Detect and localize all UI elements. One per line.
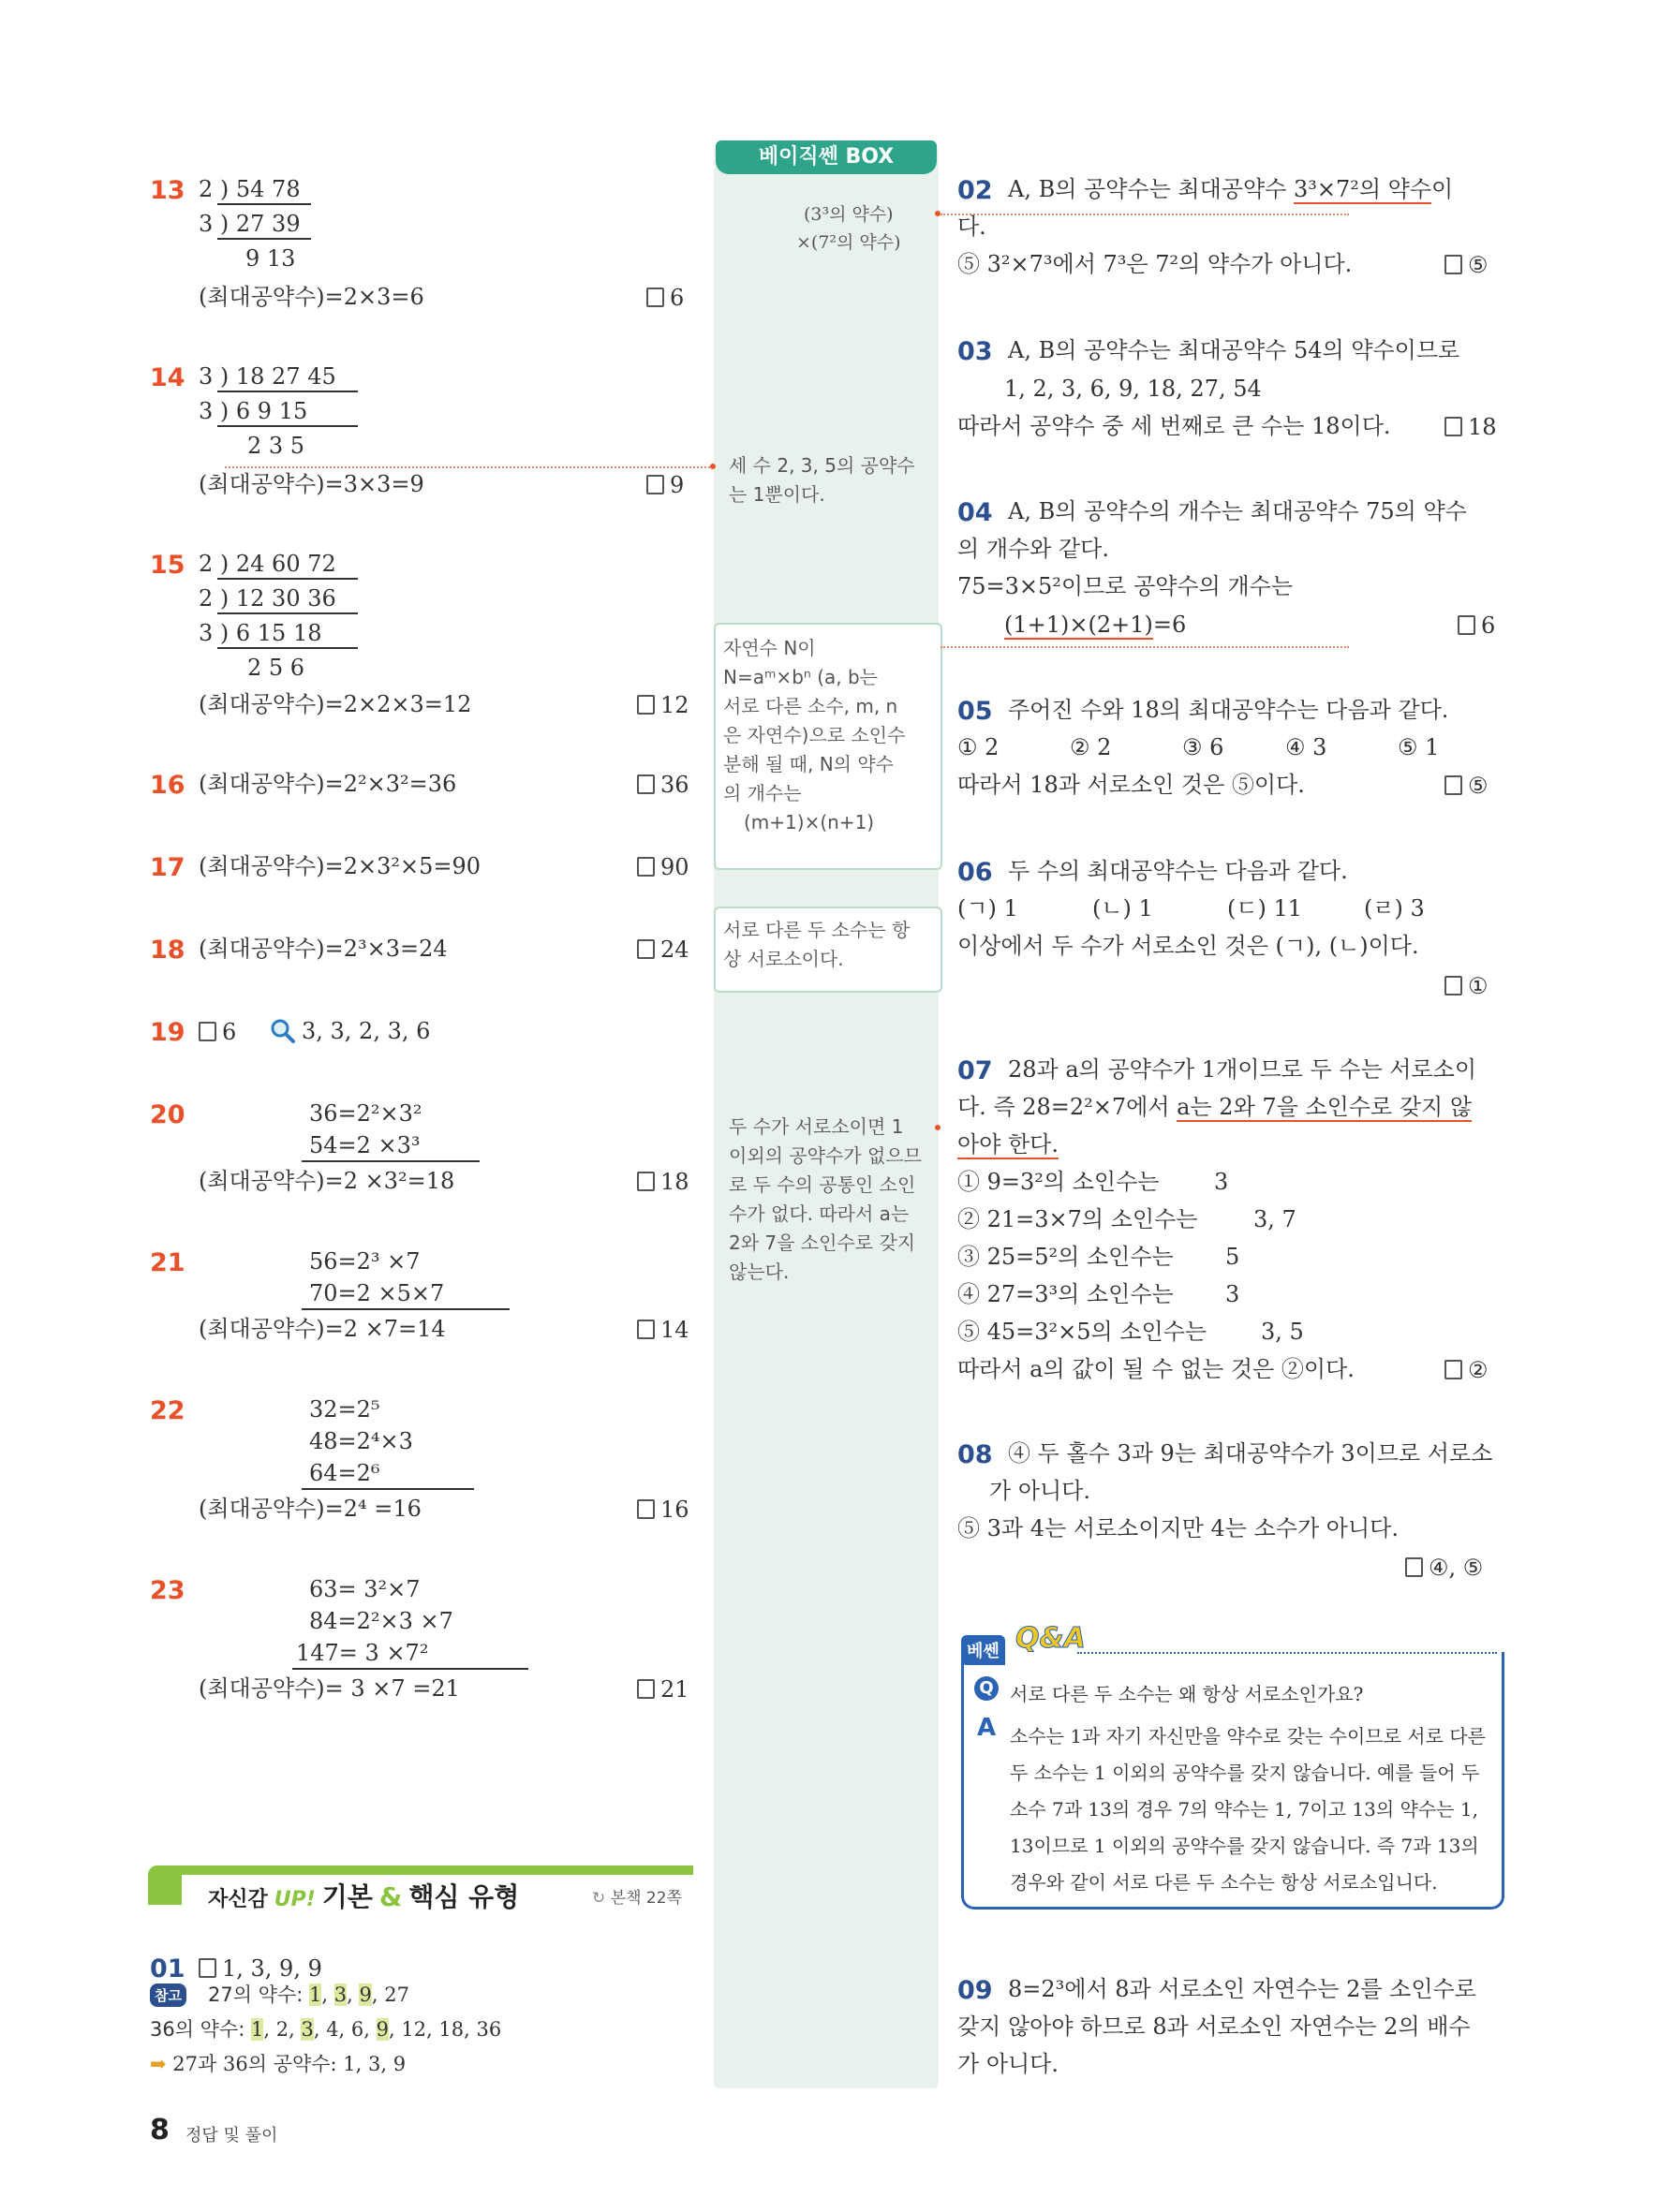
option: (ㄷ) 11 [1227,895,1303,922]
problem-number: 16 [150,771,185,800]
note-line: 의 개수는 [723,782,802,804]
answer: 9 [646,472,684,498]
factor-line [302,1160,480,1162]
division-line [217,391,358,392]
text-line: ⑤ 3²×7³에서 7³은 7²의 약수가 아니다. [957,251,1353,277]
factor-row: 70=2 ×5×7 [309,1280,445,1306]
text-line: 75=3×5²이므로 공약수의 개수는 [957,573,1294,599]
text-line [957,1096,1472,1118]
option: ① 2 [957,734,1000,760]
case-label: ① 9=3²의 소인수는 [957,1169,1160,1195]
section-prefix: 자신감 [208,1888,268,1911]
note-line: 로 두 수의 공통인 소인 [729,1173,916,1196]
factor-line [302,1308,510,1310]
underlined-text: a는 2와 7을 소인수로 갖지 않 [1177,1094,1473,1120]
problem-number: 04 [957,498,993,527]
factor-row: 64=2⁶ [309,1460,380,1486]
text-line: 이상에서 두 수가 서로소인 것은 (ㄱ), (ㄴ)이다. [957,933,1419,959]
text-line: 28과 a의 공약수가 1개이므로 두 수는 서로소이 [1008,1056,1477,1083]
text-line: A, B의 공약수의 개수는 최대공약수 75의 약수 [1008,498,1467,524]
divisors-27: 27의 약수: 1, 3, 9, 27 [208,1983,409,2006]
connector-dot [710,464,716,469]
case-value: 5 [1225,1244,1240,1270]
division-line [217,647,358,649]
text-line: 다. [957,214,986,240]
note-divisors [796,200,901,258]
answer-line: 소수 7과 13의 경우 7의 약수는 1, 7이고 13의 약수는 1, [1010,1798,1478,1821]
highlight-value: 1 [309,1983,322,2006]
divisors-end: 12, 18, 36 [401,2018,502,2041]
case-value: 3, 5 [1261,1319,1304,1345]
division-row: 2 3 5 [247,433,305,459]
division-row: 3 ) 27 39 [199,211,301,237]
divisors-label: 36의 약수: [150,2018,252,2041]
answer-line: 경우와 같이 서로 다른 두 소수는 항상 서로소입니다. [1010,1871,1438,1894]
underlined-text: (1+1)×(2+1) [1004,612,1153,638]
text-line: 의 개수와 같다. [957,536,1109,562]
division-row: 2 ) 54 78 [199,176,301,202]
division-row: 2 ) 12 30 36 [199,585,336,612]
text-line: A, B의 공약수는 최대공약수 54의 약수이므로 [1008,337,1460,363]
common-divisors [150,2055,406,2074]
division-line [217,612,358,614]
text-part: 다. 즉 28=2²×7에서 [957,1094,1178,1120]
result-line: (최대공약수)=2 ×3²=18 [199,1168,455,1194]
problem-number: 06 [957,858,993,887]
problem-number: 09 [957,1976,993,2005]
text-line: 8=2³에서 8과 서로소인 자연수는 2를 소인수로 [1008,1976,1476,2002]
problem-number: 01 [150,1954,185,1983]
divisors-tail: , 27 [371,1983,409,2006]
note-line: 상 서로소이다. [723,948,844,970]
option: ④ 3 [1285,734,1327,760]
note-line: 2와 7을 소인수로 갖지 [729,1231,916,1254]
text-line [957,1133,1059,1156]
option: ③ 6 [1182,734,1224,760]
note-line: N=aᵐ×bⁿ (a, b는 [723,666,879,688]
qa-tag: 베쎈 [961,1635,1005,1665]
answer: 1, 3, 9, 9 [199,1955,322,1982]
problem-number: 22 [150,1396,185,1425]
qa-title: Q&A [1015,1622,1086,1655]
answer: ① [1444,973,1489,999]
option: (ㄱ) 1 [957,895,1018,922]
question-text: 서로 다른 두 소수는 왜 항상 서로소인가요? [1010,1683,1364,1705]
answer: 18 [637,1169,689,1195]
result-line: (최대공약수)=2×3=6 [199,284,424,310]
section-title-2: 핵심 유형 [408,1881,520,1912]
case-value: 3 [1214,1169,1229,1195]
factor-row: 63= 3²×7 [309,1576,421,1602]
underlined-text: 3³×7²의 약수 [1293,176,1432,202]
text-line: 따라서 18과 서로소인 것은 ⑤이다. [957,772,1305,798]
note-divisor-count [714,623,942,870]
problem-number: 18 [150,936,185,965]
problem-number: 23 [150,1576,185,1605]
problem-number: 21 [150,1248,185,1277]
note-line: 않는다. [729,1261,790,1283]
text-part: =6 [1152,612,1187,638]
answer: 14 [637,1317,689,1343]
note-line: 두 수가 서로소이면 1 [729,1115,904,1138]
text-line: 가 아니다. [989,1478,1090,1504]
highlight-value: 1 [251,2018,264,2041]
division-row: 2 5 6 [247,655,305,681]
option: (ㄴ) 1 [1092,895,1153,922]
factor-row: 84=2²×3 ×7 [309,1608,453,1634]
answer: 24 [637,936,689,963]
problem-number: 02 [957,176,993,205]
problem-number: 14 [150,363,185,392]
section-ref [592,1884,682,1908]
note-line: (m+1)×(n+1) [744,811,875,833]
division-row: 3 ) 18 27 45 [199,363,336,390]
problem-number: 07 [957,1056,993,1085]
page-number: 8 [150,2114,170,2146]
result-line: (최대공약수)=2⁴ =16 [199,1496,422,1522]
question-icon: Q [974,1676,999,1701]
divisors-mid: 4, 6, [326,2018,377,2041]
note-line: 은 자연수)으로 소인수 [723,724,906,746]
basic-box-title-text: 베이직쎈 BOX [758,145,895,169]
section-ref-text: 본책 22쪽 [610,1889,682,1908]
page-footer-label: 정답 및 풀이 [185,2126,278,2146]
connector-line [225,466,710,468]
division-row: 3 ) 6 9 15 [199,398,308,424]
highlight-value: 9 [376,2018,389,2041]
note-line: 수가 없다. 따라서 a는 [729,1202,910,1225]
problem-number: 17 [150,853,185,882]
note-two-primes [714,907,942,993]
case-label: ④ 27=3³의 소인수는 [957,1281,1174,1307]
text-line: 주어진 수와 18의 최대공약수는 다음과 같다. [1008,697,1449,723]
result-line: (최대공약수)=2 ×7=14 [199,1316,446,1342]
case-label: ⑤ 45=3²×5의 소인수는 [957,1319,1207,1345]
problem-number: 15 [150,551,185,580]
problem-number: 08 [957,1440,993,1469]
result-line: (최대공약수)=2²×3²=36 [199,771,457,797]
answer: 12 [637,692,689,718]
answer: ② [1444,1357,1489,1383]
note-line: 분해 될 때, N의 약수 [723,753,894,775]
factor-row: 147= 3 ×7² [296,1640,429,1666]
answer: 6 [1458,612,1495,639]
basic-box-title [716,140,937,174]
text-line [1008,178,1453,200]
answer: ⑤ [1444,252,1489,278]
magnifier-icon [270,1018,296,1048]
case-value: 3 [1225,1281,1240,1307]
answer: 6 [646,285,684,311]
answer: 6 [199,1019,236,1045]
answer-line: 두 소수는 1 이외의 공약수를 갖지 않습니다. 예를 들어 두 [1010,1762,1480,1784]
option: ② 2 [1070,734,1112,760]
section-amp: & [378,1881,403,1912]
note-common-divisor [729,451,915,509]
option: ⑤ 1 [1398,734,1440,760]
section-header [208,1877,519,1914]
problem-number: 03 [957,337,993,366]
note-line: 자연수 N이 [723,637,816,659]
hint-values: 3, 3, 2, 3, 6 [302,1018,431,1044]
factor-row: 56=2³ ×7 [309,1248,421,1275]
highlight-value: 9 [359,1983,372,2006]
answer: 18 [1444,414,1497,440]
text-line: ⑤ 3과 4는 서로소이지만 4는 소수가 아니다. [957,1515,1399,1541]
result-line: (최대공약수)=2×2×3=12 [199,691,472,717]
section-header-bar [148,1865,693,1875]
text-part: 이 [1431,176,1454,202]
text-line [1004,613,1186,636]
factor-row: 48=2⁴×3 [309,1428,413,1454]
division-line [217,425,358,427]
highlight-value: 3 [333,1983,348,2006]
text-line: 따라서 a의 값이 될 수 없는 것은 ②이다. [957,1356,1355,1382]
answer: ④, ⑤ [1405,1555,1483,1581]
text-line: ④ 두 홀수 3과 9는 최대공약수가 3이므로 서로소 [1008,1440,1493,1467]
answer-icon: A [976,1714,997,1742]
division-row: 9 13 [245,245,296,272]
problem-number: 19 [150,1018,185,1047]
case-label: ② 21=3×7의 소인수는 [957,1206,1198,1232]
note-line: (3³의 약수) [803,204,894,225]
answer-line: 13이므로 1 이외의 공약수를 갖지 않습니다. 즉 7과 13의 [1010,1835,1479,1857]
text-line: 갖지 않아야 하므로 8과 서로소인 자연수는 2의 배수 [957,2013,1471,2040]
text-line: 따라서 공약수 중 세 번째로 큰 수는 18이다. [957,413,1391,439]
answer: ⑤ [1444,773,1489,799]
note-line: 는 1뿐이다. [729,483,825,506]
highlight-value: 3 [301,2018,314,2041]
divisors-36: 36의 약수: 1, 2, 3, 4, 6, 9, 12, 18, 36 [150,2018,502,2041]
answer-text [1010,1718,1486,1901]
note-line: 세 수 2, 3, 5의 공약수 [729,454,915,477]
reference-badge: 참고 [150,1983,186,2007]
divisors-label: 27의 약수: [208,1983,310,2006]
result-line: (최대공약수)= 3 ×7 =21 [199,1675,460,1702]
note-line: ×(7²의 약수) [796,232,901,254]
division-line [217,203,311,205]
note-line: 서로 다른 두 소수는 항 [723,919,911,941]
case-value: 3, 7 [1253,1206,1296,1232]
section-up: UP! [274,1888,316,1911]
note-line: 서로 다른 소수, m, n [723,695,898,717]
common-divisors-text: 27과 36의 공약수: 1, 3, 9 [172,2053,407,2075]
factor-line [292,1668,528,1670]
answer: 21 [637,1676,689,1703]
connector-dot [935,1125,941,1130]
connector-line [941,646,1349,648]
answer: 16 [637,1497,689,1523]
underlined-text: 아야 한다. [957,1131,1059,1158]
section-header-accent [148,1865,182,1905]
refresh-icon: ↻ [592,1889,606,1908]
result-line: (최대공약수)=2³×3=24 [199,936,448,962]
problem-number: 05 [957,697,993,726]
problem-number: 13 [150,176,185,205]
factor-row: 54=2 ×3³ [309,1132,421,1158]
answer-line: 소수는 1과 자기 자신만을 약수로 갖는 수이므로 서로 다른 [1010,1725,1486,1747]
connector-line [941,214,1349,215]
factor-row: 32=2⁵ [309,1396,380,1423]
problem-number: 20 [150,1100,185,1129]
arrow-icon: ➡ [150,2053,167,2075]
division-row: 2 ) 24 60 72 [199,551,336,577]
case-label: ③ 25=5²의 소인수는 [957,1244,1174,1270]
division-line [217,238,311,240]
note-coprime [729,1113,922,1287]
result-line: (최대공약수)=2×3²×5=90 [199,853,481,879]
answer: 90 [637,854,689,880]
note-line: 이외의 공약수가 없으므 [729,1144,922,1167]
option: (ㄹ) 3 [1364,895,1425,922]
factor-row: 36=2²×3² [309,1100,422,1127]
qa-title-line [1077,1652,1497,1654]
result-line: (최대공약수)=3×3=9 [199,471,424,497]
section-title: 기본 [321,1881,373,1912]
factor-line [302,1488,474,1490]
text-line: 두 수의 최대공약수는 다음과 같다. [1008,858,1348,884]
answer: 36 [637,772,689,798]
text-line: 1, 2, 3, 6, 9, 18, 27, 54 [1004,376,1262,402]
division-row: 3 ) 6 15 18 [199,620,322,646]
text-part: A, B의 공약수는 최대공약수 [1008,176,1294,202]
text-line: 가 아니다. [957,2051,1059,2077]
division-line [217,578,358,580]
